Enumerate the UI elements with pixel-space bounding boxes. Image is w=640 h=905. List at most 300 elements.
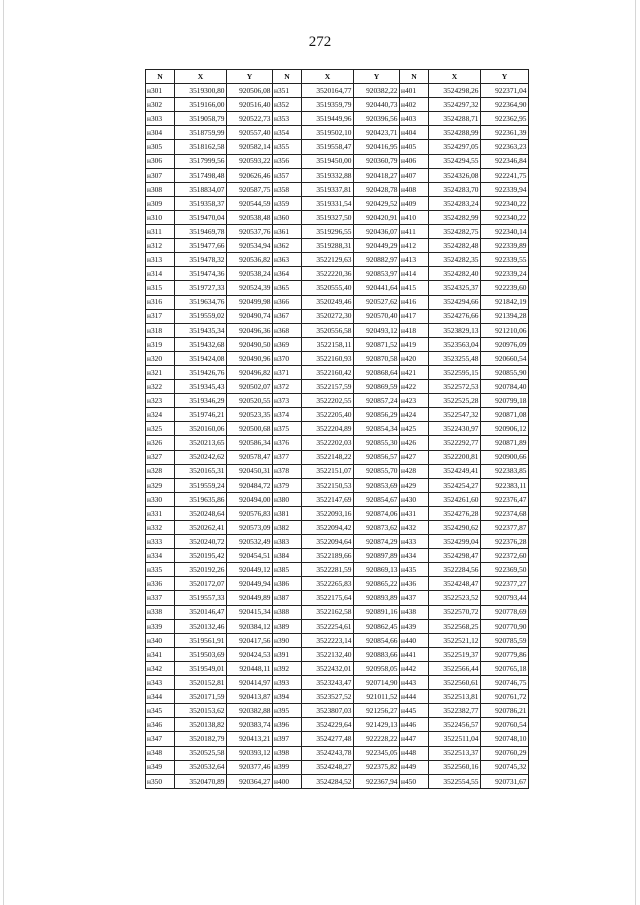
table-cell-y-coord: 920784,40 — [481, 380, 529, 394]
table-cell-y-coord: 920428,78 — [354, 182, 400, 196]
table-cell-x-coord: 3520146,47 — [175, 605, 227, 619]
table-cell-y-coord: 922369,50 — [481, 563, 529, 577]
table-cell-y-coord: 920958,05 — [354, 661, 400, 675]
table-cell-point-id: н425 — [400, 422, 429, 436]
table-cell-x-coord: 3518759,99 — [175, 126, 227, 140]
table-cell-x-coord: 3524288,99 — [429, 126, 481, 140]
table-cell-y-coord: 920853,97 — [354, 267, 400, 281]
table-cell-y-coord: 920414,97 — [227, 676, 273, 690]
table-cell-point-id: н440 — [400, 633, 429, 647]
table-cell-x-coord: 3522511,04 — [429, 732, 481, 746]
table-cell-x-coord: 3519558,47 — [302, 140, 354, 154]
table-cell-x-coord: 3520182,79 — [175, 732, 227, 746]
table-cell-x-coord: 3522157,59 — [302, 380, 354, 394]
table-cell-x-coord: 3519166,00 — [175, 98, 227, 112]
coordinates-table — [145, 69, 529, 789]
table-cell-y-coord: 920544,59 — [227, 196, 273, 210]
table-cell-x-coord: 3522525,28 — [429, 394, 481, 408]
table-cell-x-coord: 3524277,48 — [302, 732, 354, 746]
table-cell-point-id: н336 — [146, 577, 175, 591]
table-cell-x-coord: 3519337,81 — [302, 182, 354, 196]
table-cell-point-id: н342 — [146, 661, 175, 675]
table-cell-y-coord: 920383,74 — [227, 718, 273, 732]
table-cell-x-coord: 3522093,16 — [302, 506, 354, 520]
table-cell-point-id: н353 — [273, 112, 302, 126]
table-cell-y-coord: 920527,62 — [354, 295, 400, 309]
table-cell-y-coord: 920586,34 — [227, 436, 273, 450]
table-cell-y-coord: 920520,55 — [227, 394, 273, 408]
table-cell-x-coord: 3522254,61 — [302, 619, 354, 633]
table-cell-y-coord: 920441,64 — [354, 281, 400, 295]
table-cell-x-coord: 3519559,24 — [175, 478, 227, 492]
table-cell-x-coord: 3519300,80 — [175, 84, 227, 98]
table-cell-x-coord: 3519359,79 — [302, 98, 354, 112]
table-cell-point-id: н390 — [273, 633, 302, 647]
table-cell-y-coord: 920500,68 — [227, 422, 273, 436]
table-cell-point-id: н412 — [400, 239, 429, 253]
table-row — [146, 506, 529, 520]
table-cell-x-coord: 3519559,02 — [175, 309, 227, 323]
table-cell-x-coord: 3522132,40 — [302, 647, 354, 661]
table-cell-x-coord: 3522513,37 — [429, 746, 481, 760]
table-cell-y-coord: 922340,22 — [481, 210, 529, 224]
table-cell-y-coord: 920413,87 — [227, 690, 273, 704]
table-cell-x-coord: 3524248,47 — [429, 577, 481, 591]
header-y-1: Y — [227, 70, 273, 84]
table-cell-y-coord: 920557,40 — [227, 126, 273, 140]
table-cell-point-id: н445 — [400, 704, 429, 718]
table-cell-point-id: н422 — [400, 380, 429, 394]
table-cell-point-id: н317 — [146, 309, 175, 323]
table-cell-y-coord: 920856,29 — [354, 408, 400, 422]
table-cell-y-coord: 920420,91 — [354, 210, 400, 224]
table-cell-y-coord: 920377,46 — [227, 760, 273, 774]
table-cell-point-id: н426 — [400, 436, 429, 450]
table-cell-point-id: н408 — [400, 182, 429, 196]
table-cell-y-coord: 922340,14 — [481, 225, 529, 239]
table-cell-x-coord: 3520195,42 — [175, 549, 227, 563]
table-cell-y-coord: 920770,90 — [481, 619, 529, 633]
table-body — [146, 84, 529, 789]
table-cell-point-id: н354 — [273, 126, 302, 140]
table-cell-x-coord: 3519288,31 — [302, 239, 354, 253]
table-cell-y-coord: 920854,67 — [354, 492, 400, 506]
table-cell-point-id: н339 — [146, 619, 175, 633]
table-cell-point-id: н379 — [273, 478, 302, 492]
table-cell-point-id: н335 — [146, 563, 175, 577]
table-cell-x-coord: 3524276,66 — [429, 309, 481, 323]
table-cell-point-id: н367 — [273, 309, 302, 323]
table-cell-point-id: н428 — [400, 464, 429, 478]
table-cell-point-id: н371 — [273, 365, 302, 379]
table-cell-y-coord: 920424,53 — [227, 647, 273, 661]
table-cell-y-coord: 920523,35 — [227, 408, 273, 422]
table-row — [146, 408, 529, 422]
table-cell-y-coord: 920484,72 — [227, 478, 273, 492]
table-cell-point-id: н323 — [146, 394, 175, 408]
table-row — [146, 210, 529, 224]
table-cell-x-coord: 3522094,64 — [302, 535, 354, 549]
table-cell-x-coord: 3522281,59 — [302, 563, 354, 577]
table-cell-x-coord: 3519450,00 — [302, 154, 354, 168]
table-cell-y-coord: 920869,59 — [354, 380, 400, 394]
table-cell-x-coord: 3522519,37 — [429, 647, 481, 661]
table-cell-y-coord: 920778,69 — [481, 605, 529, 619]
table-cell-x-coord: 3520262,41 — [175, 521, 227, 535]
table-cell-point-id: н360 — [273, 210, 302, 224]
table-cell-y-coord: 920534,94 — [227, 239, 273, 253]
header-n-3: N — [400, 70, 429, 84]
table-cell-x-coord: 3524249,41 — [429, 464, 481, 478]
table-cell-y-coord: 920502,07 — [227, 380, 273, 394]
table-cell-x-coord: 3520153,62 — [175, 704, 227, 718]
table-cell-x-coord: 3522162,58 — [302, 605, 354, 619]
table-cell-point-id: н447 — [400, 732, 429, 746]
table-cell-point-id: н345 — [146, 704, 175, 718]
table-cell-point-id: н305 — [146, 140, 175, 154]
table-cell-y-coord: 920760,29 — [481, 746, 529, 760]
table-cell-point-id: н349 — [146, 760, 175, 774]
header-n-1: N — [146, 70, 175, 84]
table-cell-point-id: н303 — [146, 112, 175, 126]
table-cell-x-coord: 3522129,63 — [302, 253, 354, 267]
table-cell-x-coord: 3519345,43 — [175, 380, 227, 394]
table-cell-point-id: н421 — [400, 365, 429, 379]
table-cell-y-coord: 920855,70 — [354, 464, 400, 478]
table-cell-point-id: н344 — [146, 690, 175, 704]
table-cell-y-coord: 920449,89 — [227, 591, 273, 605]
table-cell-y-coord: 920897,89 — [354, 549, 400, 563]
table-cell-x-coord: 3519296,55 — [302, 225, 354, 239]
table-cell-x-coord: 3522202,55 — [302, 394, 354, 408]
table-cell-y-coord: 920393,12 — [227, 746, 273, 760]
table-cell-y-coord: 922375,82 — [354, 760, 400, 774]
table-cell-point-id: н419 — [400, 337, 429, 351]
table-cell-y-coord: 921394,28 — [481, 309, 529, 323]
table-cell-y-coord: 920714,90 — [354, 676, 400, 690]
table-cell-x-coord: 3517999,56 — [175, 154, 227, 168]
table-cell-point-id: н364 — [273, 267, 302, 281]
scan-right-edge — [635, 0, 636, 905]
table-cell-y-coord: 920857,24 — [354, 394, 400, 408]
table-cell-x-coord: 3522430,97 — [429, 422, 481, 436]
table-cell-x-coord: 3520171,59 — [175, 690, 227, 704]
table-cell-point-id: н357 — [273, 168, 302, 182]
table-cell-y-coord: 920793,44 — [481, 591, 529, 605]
table-cell-y-coord: 920436,07 — [354, 225, 400, 239]
table-cell-point-id: н400 — [273, 774, 302, 788]
table-row — [146, 732, 529, 746]
table-cell-y-coord: 920799,18 — [481, 394, 529, 408]
table-cell-x-coord: 3523807,03 — [302, 704, 354, 718]
table-cell-point-id: н411 — [400, 225, 429, 239]
table-cell-x-coord: 3519727,33 — [175, 281, 227, 295]
table-cell-point-id: н381 — [273, 506, 302, 520]
table-cell-point-id: н398 — [273, 746, 302, 760]
table-cell-x-coord: 3524248,27 — [302, 760, 354, 774]
table-cell-x-coord: 3519474,36 — [175, 267, 227, 281]
table-cell-y-coord: 920360,79 — [354, 154, 400, 168]
table-cell-y-coord: 920862,45 — [354, 619, 400, 633]
table-cell-x-coord: 3524283,70 — [429, 182, 481, 196]
table-cell-y-coord: 920423,71 — [354, 126, 400, 140]
header-x-1: X — [175, 70, 227, 84]
table-cell-y-coord: 922383,11 — [481, 478, 529, 492]
table-cell-x-coord: 3519635,86 — [175, 492, 227, 506]
table-cell-x-coord: 3524243,78 — [302, 746, 354, 760]
table-cell-y-coord: 920871,08 — [481, 408, 529, 422]
table-cell-y-coord: 920731,67 — [481, 774, 529, 788]
table-cell-point-id: н313 — [146, 253, 175, 267]
table-cell-x-coord: 3519746,21 — [175, 408, 227, 422]
table-cell-point-id: н389 — [273, 619, 302, 633]
table-cell-x-coord: 3520555,40 — [302, 281, 354, 295]
table-cell-point-id: н424 — [400, 408, 429, 422]
table-cell-x-coord: 3520165,31 — [175, 464, 227, 478]
table-cell-x-coord: 3519478,32 — [175, 253, 227, 267]
table-cell-y-coord: 920882,97 — [354, 253, 400, 267]
table-cell-y-coord: 920524,39 — [227, 281, 273, 295]
table-cell-y-coord: 920587,75 — [227, 182, 273, 196]
table-cell-point-id: н410 — [400, 210, 429, 224]
table-cell-y-coord: 920415,34 — [227, 605, 273, 619]
table-cell-x-coord: 3519470,04 — [175, 210, 227, 224]
table-cell-x-coord: 3522175,64 — [302, 591, 354, 605]
table-cell-x-coord: 3520532,64 — [175, 760, 227, 774]
table-cell-point-id: н361 — [273, 225, 302, 239]
table-cell-y-coord: 920576,83 — [227, 506, 273, 520]
table-cell-point-id: н324 — [146, 408, 175, 422]
table-cell-point-id: н362 — [273, 239, 302, 253]
table-cell-x-coord: 3519561,91 — [175, 633, 227, 647]
table-cell-x-coord: 3519449,96 — [302, 112, 354, 126]
table-cell-point-id: н418 — [400, 323, 429, 337]
table-row — [146, 718, 529, 732]
table-cell-x-coord: 3522284,56 — [429, 563, 481, 577]
table-cell-y-coord: 920883,66 — [354, 647, 400, 661]
table-cell-x-coord: 3519549,01 — [175, 661, 227, 675]
table-cell-y-coord: 921011,52 — [354, 690, 400, 704]
table-cell-y-coord: 920865,22 — [354, 577, 400, 591]
table-cell-y-coord: 920449,29 — [354, 239, 400, 253]
table-cell-y-coord: 920418,27 — [354, 168, 400, 182]
table-cell-y-coord: 920496,82 — [227, 365, 273, 379]
table-cell-x-coord: 3519557,33 — [175, 591, 227, 605]
table-row — [146, 619, 529, 633]
table-cell-x-coord: 3520192,26 — [175, 563, 227, 577]
table-cell-x-coord: 3519058,79 — [175, 112, 227, 126]
table-cell-point-id: н311 — [146, 225, 175, 239]
table-row — [146, 253, 529, 267]
table-cell-point-id: н429 — [400, 478, 429, 492]
table-row — [146, 464, 529, 478]
table-cell-x-coord: 3519426,76 — [175, 365, 227, 379]
table-cell-y-coord: 920496,36 — [227, 323, 273, 337]
table-cell-point-id: н330 — [146, 492, 175, 506]
table-cell-x-coord: 3522220,36 — [302, 267, 354, 281]
table-cell-point-id: н431 — [400, 506, 429, 520]
table-row — [146, 98, 529, 112]
table-cell-point-id: н351 — [273, 84, 302, 98]
table-cell-y-coord: 920869,13 — [354, 563, 400, 577]
table-row — [146, 577, 529, 591]
table-cell-y-coord: 922339,24 — [481, 267, 529, 281]
table-cell-point-id: н343 — [146, 676, 175, 690]
table-cell-y-coord: 920490,96 — [227, 351, 273, 365]
table-cell-point-id: н391 — [273, 647, 302, 661]
table-cell-x-coord: 3524297,05 — [429, 140, 481, 154]
table-cell-y-coord: 920853,69 — [354, 478, 400, 492]
table-cell-x-coord: 3519346,29 — [175, 394, 227, 408]
table-cell-point-id: н306 — [146, 154, 175, 168]
table-cell-point-id: н309 — [146, 196, 175, 210]
table-cell-point-id: н393 — [273, 676, 302, 690]
table-cell-y-coord: 920537,76 — [227, 225, 273, 239]
table-cell-x-coord: 3522513,81 — [429, 690, 481, 704]
table-cell-x-coord: 3520272,30 — [302, 309, 354, 323]
table-cell-x-coord: 3524282,35 — [429, 253, 481, 267]
table-cell-y-coord: 920538,24 — [227, 267, 273, 281]
table-cell-y-coord: 920382,22 — [354, 84, 400, 98]
table-cell-point-id: н432 — [400, 521, 429, 535]
table-cell-y-coord: 920779,86 — [481, 647, 529, 661]
table-cell-point-id: н358 — [273, 182, 302, 196]
table-cell-x-coord: 3522595,15 — [429, 365, 481, 379]
table-cell-y-coord: 920538,48 — [227, 210, 273, 224]
table-cell-x-coord: 3522572,53 — [429, 380, 481, 394]
table-cell-x-coord: 3522521,12 — [429, 633, 481, 647]
table-cell-x-coord: 3522523,52 — [429, 591, 481, 605]
table-row — [146, 196, 529, 210]
table-row — [146, 394, 529, 408]
table-cell-x-coord: 3520240,72 — [175, 535, 227, 549]
table-cell-y-coord: 920396,56 — [354, 112, 400, 126]
table-cell-x-coord: 3519327,50 — [302, 210, 354, 224]
table-cell-point-id: н369 — [273, 337, 302, 351]
table-row — [146, 760, 529, 774]
table-cell-y-coord: 920891,16 — [354, 605, 400, 619]
table-cell-point-id: н434 — [400, 549, 429, 563]
table-row — [146, 605, 529, 619]
table-cell-x-coord: 3520152,81 — [175, 676, 227, 690]
table-cell-y-coord: 920578,47 — [227, 450, 273, 464]
table-row — [146, 140, 529, 154]
table-cell-y-coord: 920748,10 — [481, 732, 529, 746]
table-cell-x-coord: 3520164,77 — [302, 84, 354, 98]
table-cell-point-id: н404 — [400, 126, 429, 140]
table-cell-x-coord: 3522570,72 — [429, 605, 481, 619]
table-cell-point-id: н316 — [146, 295, 175, 309]
table-cell-x-coord: 3519503,69 — [175, 647, 227, 661]
table-cell-x-coord: 3520138,82 — [175, 718, 227, 732]
table-cell-y-coord: 920855,30 — [354, 436, 400, 450]
table-cell-point-id: н407 — [400, 168, 429, 182]
table-cell-point-id: н430 — [400, 492, 429, 506]
table-cell-y-coord: 920760,54 — [481, 718, 529, 732]
table-row — [146, 478, 529, 492]
table-row — [146, 549, 529, 563]
table-cell-y-coord: 920448,11 — [227, 661, 273, 675]
table-cell-x-coord: 3523243,47 — [302, 676, 354, 690]
table-cell-y-coord: 922239,60 — [481, 281, 529, 295]
table-cell-y-coord: 920906,12 — [481, 422, 529, 436]
table-cell-point-id: н423 — [400, 394, 429, 408]
table-cell-point-id: н368 — [273, 323, 302, 337]
table-cell-y-coord: 920786,21 — [481, 704, 529, 718]
table-cell-y-coord: 920785,59 — [481, 633, 529, 647]
table-cell-point-id: н382 — [273, 521, 302, 535]
table-cell-x-coord: 3519502,10 — [302, 126, 354, 140]
table-cell-y-coord: 922377,27 — [481, 577, 529, 591]
table-cell-point-id: н392 — [273, 661, 302, 675]
table-cell-point-id: н318 — [146, 323, 175, 337]
table-cell-point-id: н312 — [146, 239, 175, 253]
table-row — [146, 563, 529, 577]
table-cell-x-coord: 3524294,66 — [429, 295, 481, 309]
table-cell-x-coord: 3522547,32 — [429, 408, 481, 422]
table-cell-x-coord: 3518162,58 — [175, 140, 227, 154]
table-cell-point-id: н314 — [146, 267, 175, 281]
table-cell-point-id: н401 — [400, 84, 429, 98]
table-cell-y-coord: 920854,34 — [354, 422, 400, 436]
table-cell-x-coord: 3522147,69 — [302, 492, 354, 506]
table-cell-point-id: н352 — [273, 98, 302, 112]
table-cell-x-coord: 3522094,42 — [302, 521, 354, 535]
table-row — [146, 450, 529, 464]
table-cell-y-coord: 922364,90 — [481, 98, 529, 112]
table-cell-point-id: н338 — [146, 605, 175, 619]
table-cell-point-id: н441 — [400, 647, 429, 661]
table-cell-point-id: н308 — [146, 182, 175, 196]
table-cell-x-coord: 3520132,46 — [175, 619, 227, 633]
table-cell-y-coord: 920765,18 — [481, 661, 529, 675]
table-cell-y-coord: 922339,89 — [481, 239, 529, 253]
table-cell-y-coord: 922339,55 — [481, 253, 529, 267]
table-cell-x-coord: 3522148,22 — [302, 450, 354, 464]
table-cell-x-coord: 3520470,89 — [175, 774, 227, 788]
table-cell-x-coord: 3524261,60 — [429, 492, 481, 506]
table-cell-x-coord: 3524254,27 — [429, 478, 481, 492]
table-row — [146, 647, 529, 661]
table-cell-x-coord: 3524298,47 — [429, 549, 481, 563]
table-cell-y-coord: 920532,49 — [227, 535, 273, 549]
table-cell-y-coord: 920516,40 — [227, 98, 273, 112]
table-cell-point-id: н337 — [146, 591, 175, 605]
table-cell-x-coord: 3524326,08 — [429, 168, 481, 182]
table-cell-point-id: н417 — [400, 309, 429, 323]
table-cell-x-coord: 3524297,32 — [429, 98, 481, 112]
table-cell-y-coord: 921842,19 — [481, 295, 529, 309]
table-cell-y-coord: 920868,64 — [354, 365, 400, 379]
table-cell-y-coord: 920855,90 — [481, 365, 529, 379]
table-row — [146, 521, 529, 535]
table-cell-point-id: н340 — [146, 633, 175, 647]
table-cell-point-id: н332 — [146, 521, 175, 535]
table-cell-point-id: н333 — [146, 535, 175, 549]
table-cell-point-id: н347 — [146, 732, 175, 746]
table-cell-x-coord: 3524325,37 — [429, 281, 481, 295]
scan-left-edge — [3, 0, 4, 905]
table-row — [146, 309, 529, 323]
table-cell-y-coord: 920536,82 — [227, 253, 273, 267]
table-cell-y-coord: 920382,88 — [227, 704, 273, 718]
table-cell-x-coord: 3519477,66 — [175, 239, 227, 253]
table-cell-point-id: н437 — [400, 591, 429, 605]
table-cell-y-coord: 920429,52 — [354, 196, 400, 210]
table-cell-x-coord: 3518834,07 — [175, 182, 227, 196]
table-cell-x-coord: 3520213,65 — [175, 436, 227, 450]
table-row — [146, 84, 529, 98]
